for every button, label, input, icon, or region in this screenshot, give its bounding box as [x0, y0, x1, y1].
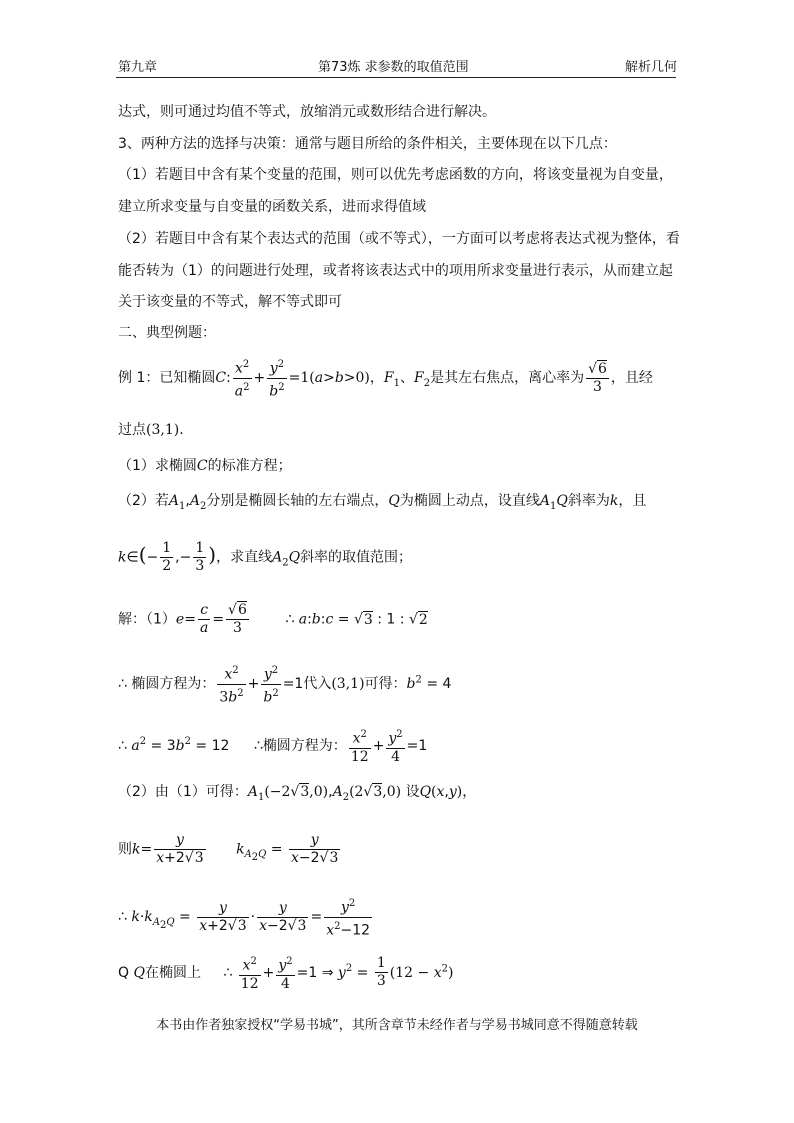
paragraph: 能否转为（1）的问题进行处理，或者将该表达式中的项用所求变量进行表示，从而建立起 [118, 263, 673, 279]
example-statement: 例 1：已知椭圆C: $\frac{x^2}{a^2}$ + $\frac{y^2}{b^2}$ =1(a>b>0)，$F_1$、$F_2$是其左右焦点，离心率为 $\frac{√6}{3}$ ，且经 [118, 356, 678, 400]
paragraph: （1）若题目中含有某个变量的范围，则可以优先考虑函数的方向，将该变量视为自变量， [118, 167, 673, 183]
paragraph: （2）若题目中含有某个表达式的范围（或不等式），一方面可以考虑将表达式视为整体，看 [118, 231, 680, 247]
footer-copyright: 本书由作者独家授权“学易书城”，其所含章节未经作者与学易书城同意不得随意转载 [156, 1018, 638, 1033]
paragraph: 3、两种方法的选择与决策：通常与题目所给的条件相关，主要体现在以下几点： [118, 136, 617, 152]
text: ，求直线 [216, 549, 273, 566]
solution-line: （2）由（1）可得：$A_1(-2√3,0),A_2(2√3,0)$ 设Q(x,y)， [118, 784, 477, 803]
text: 代入 [303, 676, 332, 693]
solution-line: Q Q在椭圆上 ∴ $\frac{x^2}{12}$ + $\frac{y^2}{4}$ =1 ⇒ $y^2$ = $\frac{1}{3}$ $(12 - x^2)$ [118, 953, 678, 993]
text: 分别是椭圆长轴的左右端点， [206, 493, 389, 509]
text: 为椭圆上动点，设直线 [399, 493, 540, 509]
text: 斜率为 [567, 493, 610, 509]
text: 过点 [118, 422, 146, 438]
question-2: （2）若$A_1,A_2$分别是椭圆长轴的左右端点，Q为椭圆上动点，设直线$A_1Q$斜率为k，且 [118, 493, 647, 512]
section-heading: 二、典型例题： [118, 325, 216, 341]
text: 可得： [364, 676, 407, 693]
paragraph: 达式，则可通过均值不等式，放缩消元或数形结合进行解决。 [118, 104, 496, 120]
solution-line: ∴ $a^2 = 3b^2 = 12$ ∴椭圆方程为： $\frac{x^2}{12}$ + $\frac{y^2}{4}$ =1 [118, 726, 678, 766]
text: （1）求椭圆 [118, 458, 197, 474]
header-title: 第73炼 求参数的取值范围 [318, 60, 469, 75]
text: 设 [405, 784, 420, 800]
text: 在椭圆上 [144, 964, 201, 981]
text: 是其左右焦点，离心率为 [430, 370, 585, 387]
text: 椭圆方程为： [131, 676, 216, 693]
header-chapter: 第九章 [118, 60, 158, 75]
text: 则 [118, 841, 132, 858]
text: （2）若 [118, 493, 169, 509]
question-1: （1）求椭圆C的标准方程； [118, 458, 292, 474]
text: （2）由（1）可得： [118, 784, 248, 800]
text: 斜率的取值范围； [300, 549, 413, 566]
text: 椭圆方程为： [262, 737, 347, 754]
text: ， [369, 370, 384, 387]
paragraph: 建立所求变量与自变量的函数关系，进而求得值域 [118, 199, 426, 215]
paragraph: 关于该变量的不等式，解不等式即可 [118, 294, 342, 310]
text: ，且经 [610, 370, 653, 387]
solution-line: ∴ 椭圆方程为： $\frac{x^2}{3b^2}$ + $\frac{y^2}{b^2}$ =1代入(3,1)可得：$b^2 = 4$ [118, 662, 678, 706]
example-label: 例 1：已知椭圆 [118, 370, 216, 387]
text: 解：（1） [118, 611, 176, 628]
example-statement: 过点(3,1). [118, 422, 184, 438]
header-topic: 解析几何 [625, 60, 678, 75]
solution-line: 则k= $\frac{y}{x+2√3}$ $k_{A_2Q}$ = $\frac{y}{x-2√3}$ [118, 832, 339, 866]
solution-line: 解：（1）e= $\frac{c}{a}$ = $\frac{√6}{3}$ ∴ a:b:c = √3 : 1 : √2 [118, 602, 428, 636]
text: 的标准方程； [207, 458, 292, 474]
header-divider [116, 77, 676, 78]
text: ，且 [618, 493, 647, 509]
question-2-range: k∈(− $\frac{1}{2}$ ,− $\frac{1}{3}$ )，求直线$A_2Q$斜率的取值范围； [118, 540, 413, 574]
solution-line: ∴ $k\cdot k_{A_2Q}$ = $\frac{y}{x+2√3}$ · $\frac{y}{x-2√3}$ = $\frac{y^2}{x^2-12}$ [118, 895, 678, 939]
